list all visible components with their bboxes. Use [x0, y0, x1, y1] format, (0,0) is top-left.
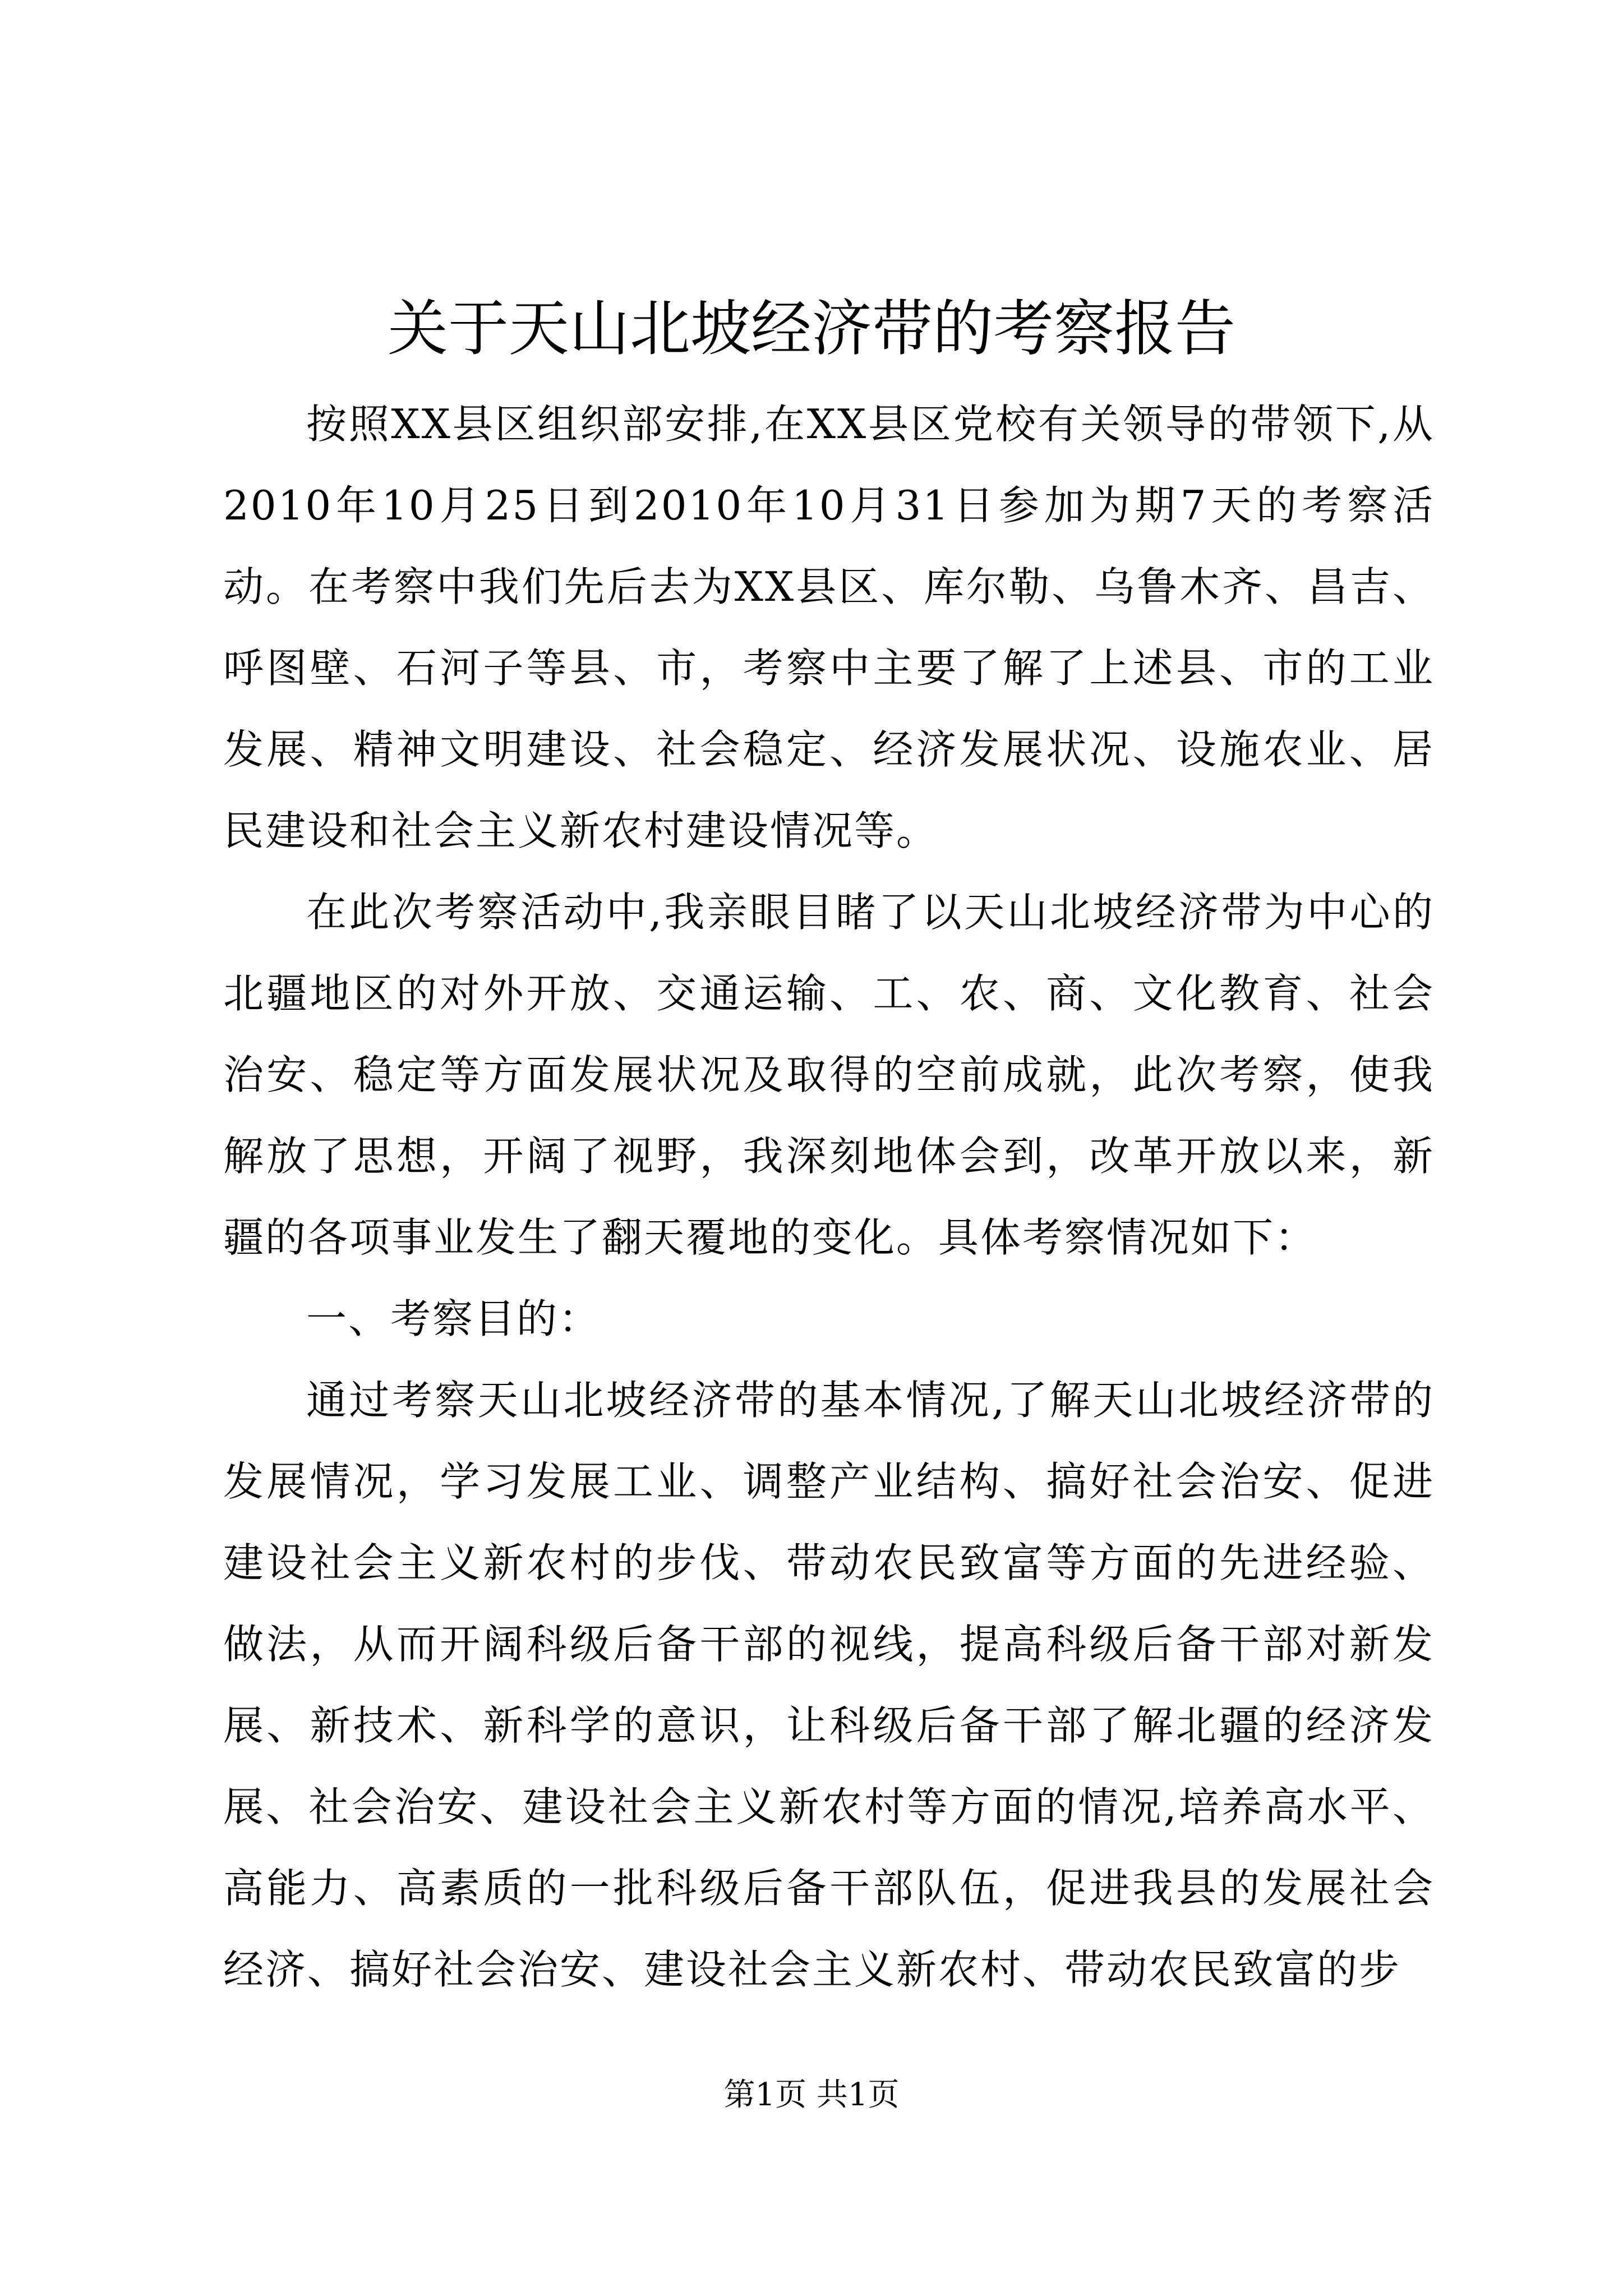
- paragraph-purpose: 通过考察天山北坡经济带的基本情况,了解天山北坡经济带的发展情况，学习发展工业、调整产业结构、搞好社会治安、促进建设社会主义新农村的步伐、带动农民致富等方面的先进经验、做法，从而开阔科级后备干部的视线，提高科级后备干部对新发展、新技术、新科学的意识，让科级后备干部了解北疆的经济发展、社会治安、建设社会主义新农村等方面的情况,培养高水平、高能力、高素质的一批科级后备干部队伍，促进我县的发展社会经济、搞好社会治安、建设社会主义新农村、带动农民致富的步: [223, 1377, 1435, 1993]
- paragraph-observations: 在此次考察活动中,我亲眼目睹了以天山北坡经济带为中心的北疆地区的对外开放、交通运输、工、农、商、文化教育、社会治安、稳定等方面发展状况及取得的空前成就，此次考察，使我解放了思想，开阔了视野，我深刻地体会到，改革开放以来，新疆的各项事业发生了翻天覆地的变化。具体考察情况如下：: [223, 889, 1435, 1261]
- document-title: 关于天山北坡经济带的考察报告: [387, 294, 1235, 364]
- page-number-footer: 第1页 共1页: [723, 2077, 900, 2113]
- paragraph-intro: 按照XX县区组织部安排,在XX县区党校有关领导的带领下,从2010年10月25日到2010年10月31日参加为期7天的考察活动。在考察中我们先后去为XX县区、库尔勒、乌鲁木齐、昌吉、呼图壁、石河子等县、市，考察中主要了解了上述县、市的工业发展、精神文明建设、社会稳定、经济发展状况、设施农业、居民建设和社会主义新农村建设情况等。: [223, 401, 1435, 854]
- document-body: [223, 384, 1435, 2010]
- section-heading-purpose: 一、考察目的：: [306, 1295, 601, 1342]
